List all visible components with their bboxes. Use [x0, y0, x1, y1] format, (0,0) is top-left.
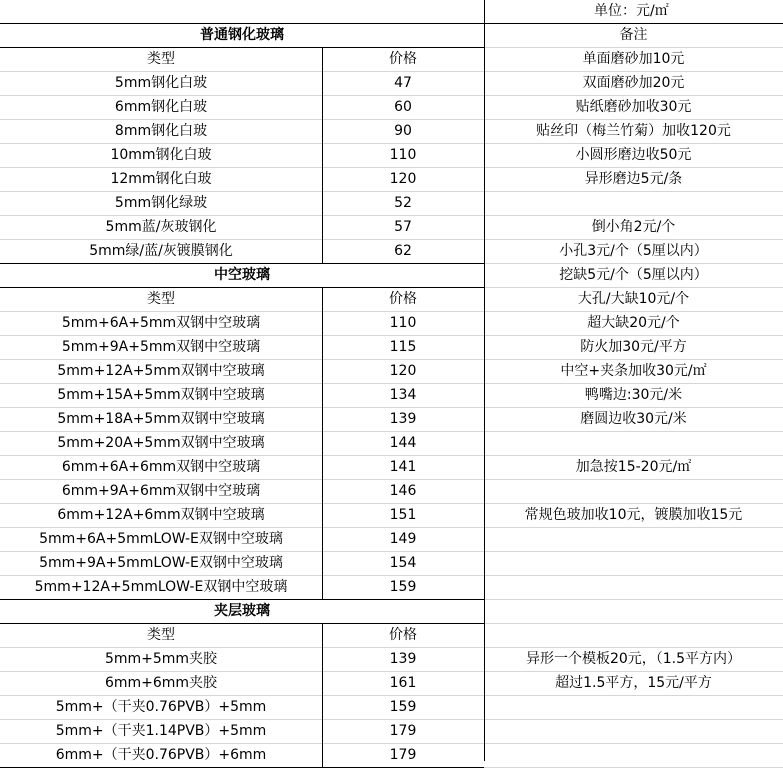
- sheet-row: [0, 168, 783, 192]
- remark-text: [484, 720, 783, 743]
- sheet-row: [0, 624, 783, 648]
- sheet-row: [0, 72, 783, 96]
- sheet-row: [0, 384, 783, 408]
- remark-text: 中空+夹条加收30元/㎡: [560, 363, 707, 379]
- col-type-header: 类型: [147, 291, 175, 307]
- item-price: 134: [389, 387, 417, 403]
- col-price-header: 价格: [389, 51, 417, 67]
- item-price: 179: [389, 723, 417, 739]
- remark-text: 倒小角2元/个: [591, 219, 676, 235]
- item-type: 6mm+6mm夹胶: [104, 675, 218, 691]
- item-price: 57: [394, 219, 412, 235]
- sheet-row: [0, 528, 783, 552]
- item-type: 6mm+9A+6mm双钢中空玻璃: [61, 483, 261, 499]
- sheet-row: [0, 504, 783, 528]
- cell-border: [0, 623, 484, 624]
- item-price: 60: [394, 99, 412, 115]
- remarks-header: 备注: [619, 27, 648, 43]
- item-price: 149: [389, 531, 417, 547]
- item-price: 161: [389, 675, 417, 691]
- item-price: 154: [389, 555, 417, 571]
- remark-text: 双面磨砂加20元: [582, 75, 685, 91]
- remark-text: 加急按15-20元/㎡: [575, 459, 692, 475]
- remark-text: [484, 528, 783, 551]
- cell-border: [0, 599, 484, 600]
- remark-text: [484, 576, 783, 599]
- sheet-row: [0, 288, 783, 312]
- item-price: 120: [389, 171, 417, 187]
- remark-text: [484, 624, 783, 647]
- section-title: 夹层玻璃: [214, 603, 270, 619]
- item-type: 5mm钢化绿玻: [114, 195, 208, 211]
- item-type: 6mm+12A+6mm双钢中空玻璃: [57, 507, 265, 523]
- cell-border: [0, 287, 484, 288]
- item-price: 146: [389, 483, 417, 499]
- sheet-row: [0, 480, 783, 504]
- section-title: 普通钢化玻璃: [200, 27, 284, 43]
- section-title: 中空玻璃: [214, 267, 270, 283]
- item-type: 5mm+12A+5mmLOW-E双钢中空玻璃: [34, 579, 288, 595]
- column-divider: [322, 624, 323, 768]
- item-type: 5mm+18A+5mm双钢中空玻璃: [57, 411, 265, 427]
- sheet-row: [0, 648, 783, 672]
- col-type-header: 类型: [147, 51, 175, 67]
- remark-text: 小圆形磨边收50元: [575, 147, 692, 163]
- sheet-row: [0, 672, 783, 696]
- item-price: 159: [389, 699, 417, 715]
- item-type: 5mm+15A+5mm双钢中空玻璃: [57, 387, 265, 403]
- item-type: 5mm+6A+5mm双钢中空玻璃: [61, 315, 261, 331]
- item-price: 144: [389, 435, 417, 451]
- item-price: 47: [394, 75, 412, 91]
- remark-text: 小孔3元/个（5厘以内）: [559, 243, 708, 259]
- sheet-row: [0, 456, 783, 480]
- sheet-row: [0, 360, 783, 384]
- item-type: 5mm+（干夹0.76PVB）+5mm: [55, 699, 267, 715]
- item-type: 12mm钢化白玻: [110, 171, 212, 187]
- item-price: 52: [394, 195, 412, 211]
- column-divider: [322, 48, 323, 264]
- col-type-header: 类型: [147, 627, 175, 643]
- remark-text: 异形一个模板20元，（1.5平方内）: [525, 651, 742, 667]
- column-divider: [322, 288, 323, 600]
- sheet-row: [0, 336, 783, 360]
- sheet-row: [0, 144, 783, 168]
- remark-text: 防火加30元/平方: [580, 339, 687, 355]
- sheet-row: [0, 432, 783, 456]
- remark-text: 异形磨边5元/条: [584, 171, 683, 187]
- item-type: 5mm绿/蓝/灰镀膜钢化: [89, 243, 233, 259]
- remark-text: 鸭嘴边:30元/米: [584, 387, 683, 403]
- cell-border: [0, 23, 783, 24]
- sheet-row: [0, 552, 783, 576]
- item-type: 10mm钢化白玻: [110, 147, 212, 163]
- sheet-row: [0, 216, 783, 240]
- cell-border: [0, 47, 484, 48]
- sheet-row: [0, 96, 783, 120]
- remark-text: 超大缺20元/个: [587, 315, 680, 331]
- item-type: 5mm+5mm夹胶: [104, 651, 218, 667]
- item-type: 5mm+9A+5mmLOW-E双钢中空玻璃: [39, 555, 283, 571]
- remark-text: 贴丝印（梅兰竹菊）加收120元: [536, 123, 731, 139]
- item-price: 110: [389, 315, 417, 331]
- item-price: 115: [389, 339, 417, 355]
- sheet-row: [0, 696, 783, 720]
- remark-text: [484, 192, 783, 215]
- unit-label: 单位：元/㎡: [594, 3, 669, 19]
- item-type: 5mm+9A+5mm双钢中空玻璃: [61, 339, 261, 355]
- item-type: 5mm+6A+5mmLOW-E双钢中空玻璃: [39, 531, 283, 547]
- sheet-row: [0, 0, 783, 24]
- remarks-divider: [484, 0, 485, 761]
- item-price: 62: [394, 243, 412, 259]
- item-price: 90: [394, 123, 412, 139]
- remark-text: 贴纸磨砂加收30元: [575, 99, 692, 115]
- sheet-row: [0, 264, 783, 288]
- cell-border: [0, 263, 484, 264]
- sheet-row: [0, 24, 783, 48]
- remark-text: [484, 696, 783, 719]
- item-type: 5mm+（干夹1.14PVB）+5mm: [55, 723, 267, 739]
- item-price: 110: [389, 147, 417, 163]
- remark-text: [484, 552, 783, 575]
- sheet-row: [0, 408, 783, 432]
- item-type: 5mm蓝/灰玻钢化: [105, 219, 217, 235]
- sheet-row: [0, 720, 783, 744]
- item-type: 6mm+（干夹0.76PVB）+6mm: [55, 747, 267, 763]
- sheet-row: [0, 120, 783, 144]
- item-price: 120: [389, 363, 417, 379]
- item-type: 5mm+20A+5mm双钢中空玻璃: [57, 435, 265, 451]
- item-type: 5mm钢化白玻: [114, 75, 208, 91]
- sheet-row: [0, 192, 783, 216]
- col-price-header: 价格: [389, 291, 417, 307]
- sheet-row: [0, 240, 783, 264]
- remark-text: 大孔/大缺10元/个: [577, 291, 690, 307]
- item-price: 151: [389, 507, 417, 523]
- item-type: 6mm+6A+6mm双钢中空玻璃: [61, 459, 261, 475]
- sheet-row: [0, 744, 783, 768]
- remark-text: [484, 480, 783, 503]
- remark-text: 挖缺5元/个（5厘以内）: [559, 267, 708, 283]
- item-type: 8mm钢化白玻: [114, 123, 208, 139]
- sheet-row: [0, 48, 783, 72]
- item-type: 6mm钢化白玻: [114, 99, 208, 115]
- item-price: 179: [389, 747, 417, 763]
- sheet-row: [0, 312, 783, 336]
- remark-text: [484, 432, 783, 455]
- remark-text: [484, 744, 783, 767]
- remark-text: 超过1.5平方，15元/平方: [555, 675, 712, 691]
- item-price: 141: [389, 459, 417, 475]
- remark-text: 单面磨砂加10元: [582, 51, 685, 67]
- col-price-header: 价格: [389, 627, 417, 643]
- item-price: 139: [389, 651, 417, 667]
- item-price: 159: [389, 579, 417, 595]
- remark-text: [484, 600, 783, 623]
- blank-cell: [0, 0, 484, 23]
- item-type: 5mm+12A+5mm双钢中空玻璃: [57, 363, 265, 379]
- sheet-row: [0, 600, 783, 624]
- item-price: 139: [389, 411, 417, 427]
- sheet-row: [0, 576, 783, 600]
- remark-text: 常规色玻加收10元，镀膜加收15元: [524, 507, 743, 523]
- remark-text: 磨圆边收30元/米: [580, 411, 687, 427]
